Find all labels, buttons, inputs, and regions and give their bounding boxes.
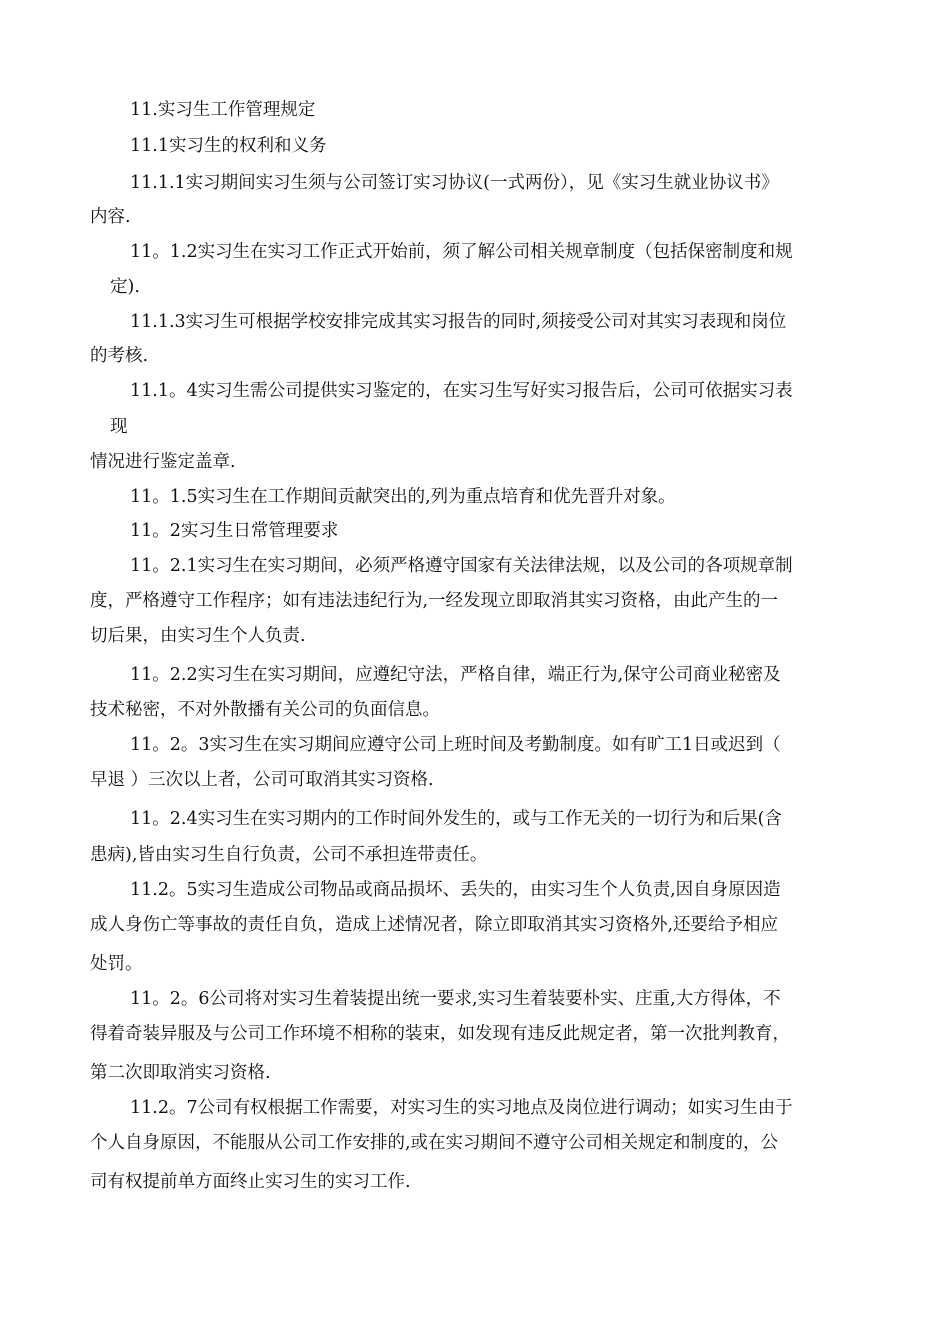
paragraph-line: 11.1。4实习生需公司提供实习鉴定的，在实习生写好实习报告后，公司可依据实习表 [130, 381, 793, 401]
paragraph-line: 11.2。5实习生造成公司物品或商品损坏、丢失的，由实习生个人负责,因自身原因造 [130, 880, 781, 900]
paragraph-line: 定). [110, 277, 140, 297]
paragraph-line: 11。1.5实习生在工作期间贡献突出的,列为重点培育和优先晋升对象。 [130, 487, 676, 507]
paragraph-line: 11。2.1实习生在实习期间，必须严格遵守国家有关法律法规，以及公司的各项规章制 [130, 556, 793, 576]
paragraph-line: 切后果，由实习生个人负责. [90, 626, 306, 646]
paragraph-line: 第二次即取消实习资格. [90, 1063, 271, 1083]
paragraph-line: 个人自身原因，不能服从公司工作安排的,或在实习期间不遵守公司相关规定和制度的，公 [90, 1133, 779, 1153]
paragraph-line: 11。2.4实习生在实习期内的工作时间外发生的，或与工作无关的一切行为和后果(含 [130, 809, 782, 829]
paragraph-line: 11。1.2实习生在实习工作正式开始前，须了解公司相关规章制度（包括保密制度和规 [130, 242, 793, 262]
paragraph-line: 11。2。6公司将对实习生着装提出统一要求,实习生着装要朴实、庄重,大方得体，不 [130, 989, 781, 1009]
paragraph-line: 内容. [90, 207, 131, 227]
paragraph-line: 成人身伤亡等事故的责任自负，造成上述情况者，除立即取消其实习资格外,还要给予相应 [90, 915, 779, 935]
paragraph-line: 11.2。7公司有权根据工作需要，对实习生的实习地点及岗位进行调动；如实习生由于 [130, 1098, 793, 1118]
paragraph-line: 11。2。3实习生在实习期间应遵守公司上班时间及考勤制度。如有旷工1日或迟到（ [130, 735, 781, 755]
paragraph-line: 现 [110, 417, 128, 437]
subsection-heading: 11。2实习生日常管理要求 [130, 521, 339, 541]
section-heading: 11.实习生工作管理规定 [130, 100, 316, 120]
paragraph-line: 得着奇装异服及与公司工作环境不相称的装束，如发现有违反此规定者，第一次批判教育， [90, 1024, 790, 1044]
paragraph-line: 11.1.1实习期间实习生须与公司签订实习协议(一式两份），见《实习生就业协议书》 [130, 173, 779, 193]
paragraph-line: 患病),皆由实习生自行负责，公司不承担连带责任。 [90, 845, 488, 865]
paragraph-line: 处罚。 [90, 954, 143, 974]
paragraph-line: 早退 ）三次以上者，公司可取消其实习资格. [90, 770, 434, 790]
paragraph-line: 情况进行鉴定盖章. [90, 452, 236, 472]
paragraph-line: 11.1.3实习生可根据学校安排完成其实习报告的同时,须接受公司对其实习表现和岗位 [130, 312, 787, 332]
paragraph-line: 司有权提前单方面终止实习生的实习工作. [90, 1172, 411, 1192]
paragraph-line: 的考核. [90, 346, 149, 366]
subsection-heading: 11.1实习生的权利和义务 [130, 136, 327, 156]
paragraph-line: 度，严格遵守工作程序；如有违法违纪行为,一经发现立即取消其实习资格，由此产生的一 [90, 591, 779, 611]
paragraph-line: 11。2.2实习生在实习期间，应遵纪守法，严格自律，端正行为,保守公司商业秘密及 [130, 665, 781, 685]
paragraph-line: 技术秘密，不对外散播有关公司的负面信息。 [90, 700, 440, 720]
